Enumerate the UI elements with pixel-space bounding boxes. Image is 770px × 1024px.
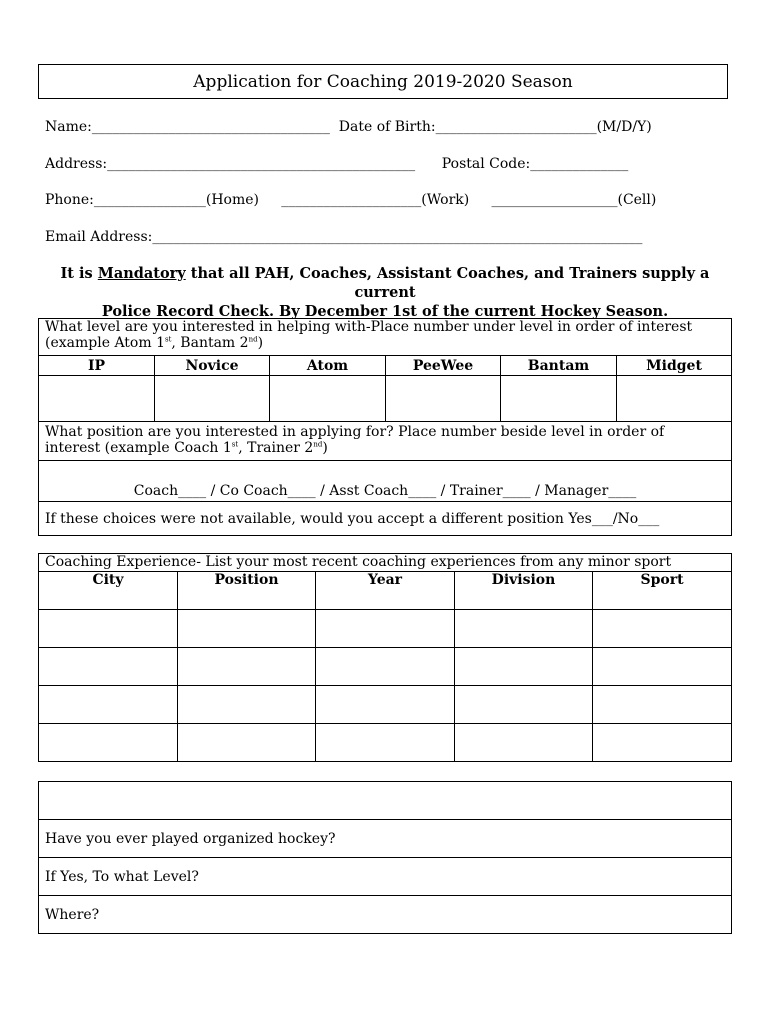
exp-cell[interactable] xyxy=(316,648,455,686)
level-header-peewee: PeeWee xyxy=(386,356,501,376)
exp-cell[interactable] xyxy=(178,648,316,686)
level-table xyxy=(38,318,732,536)
level-header-atom: Atom xyxy=(270,356,386,376)
exp-cell[interactable] xyxy=(39,686,178,724)
position-question xyxy=(39,422,732,461)
exp-cell[interactable] xyxy=(178,686,316,724)
level-header-bantam: Bantam xyxy=(501,356,617,376)
mandatory-word: Mandatory xyxy=(97,265,186,282)
exp-cell[interactable] xyxy=(39,724,178,762)
exp-cell[interactable] xyxy=(455,724,593,762)
exp-cell[interactable] xyxy=(593,724,732,762)
exp-header-city: City xyxy=(39,572,178,610)
exp-cell[interactable] xyxy=(455,610,593,648)
sup-st: st xyxy=(165,335,172,344)
experience-heading: Coaching Experience- List your most recent coaching experiences from any minor sport xyxy=(39,554,732,572)
exp-cell[interactable] xyxy=(593,648,732,686)
level-question-line1: What level are you interested in helping with-Place number under level in order of interest xyxy=(45,319,693,335)
level-question-line2c: ) xyxy=(257,335,264,351)
level-input-peewee[interactable] xyxy=(386,376,501,422)
exp-header-division: Division xyxy=(455,572,593,610)
email-field[interactable]: Email Address:______________________________________________________________________ xyxy=(45,229,643,245)
level-question xyxy=(39,319,732,356)
alternative-position[interactable]: If these choices were not available, would you accept a different position Yes___/No___ xyxy=(39,502,732,536)
positions-line[interactable]: Coach____ / Co Coach____ / Asst Coach____ / Trainer____ / Manager____ xyxy=(39,461,732,502)
exp-cell[interactable] xyxy=(593,686,732,724)
exp-cell[interactable] xyxy=(178,724,316,762)
exp-header-year: Year xyxy=(316,572,455,610)
level-input-ip[interactable] xyxy=(39,376,155,422)
exp-cell[interactable] xyxy=(455,686,593,724)
phone-field[interactable]: Phone:________________(Home) ____________________(Work) __________________(Cell) xyxy=(45,192,657,208)
hockey-spacer-row xyxy=(39,782,732,820)
level-input-midget[interactable] xyxy=(617,376,732,422)
level-question-line2a: (example Atom 1 xyxy=(45,335,165,351)
position-question-line2b: , Trainer 2 xyxy=(238,440,314,456)
exp-cell[interactable] xyxy=(39,648,178,686)
sup-nd: nd xyxy=(248,335,258,344)
position-question-line2a: interest (example Coach 1 xyxy=(45,440,232,456)
level-input-bantam[interactable] xyxy=(501,376,617,422)
level-header-midget: Midget xyxy=(617,356,732,376)
sup-nd-2: nd xyxy=(313,440,323,449)
exp-header-sport: Sport xyxy=(593,572,732,610)
mandatory-notice xyxy=(38,264,732,321)
exp-cell[interactable] xyxy=(178,610,316,648)
level-header-ip: IP xyxy=(39,356,155,376)
experience-table xyxy=(38,553,732,762)
name-dob-field[interactable]: Name:__________________________________ Date of Birth:_______________________(M/D/Y) xyxy=(45,119,652,135)
exp-cell[interactable] xyxy=(593,610,732,648)
exp-header-position: Position xyxy=(178,572,316,610)
level-input-novice[interactable] xyxy=(155,376,270,422)
address-postal-field[interactable]: Address:____________________________________________ Postal Code:______________ xyxy=(45,156,629,172)
hockey-where-question[interactable]: Where? xyxy=(39,896,732,934)
mandatory-line2: Police Record Check. By December 1st of the current Hockey Season. xyxy=(101,303,669,320)
form-title-text: Application for Coaching 2019-2020 Season xyxy=(193,71,573,92)
played-hockey-question[interactable]: Have you ever played organized hockey? xyxy=(39,820,732,858)
level-question-line2b: , Bantam 2 xyxy=(171,335,249,351)
position-question-line1: What position are you interested in applying for? Place number beside level in order of xyxy=(45,424,665,440)
level-header-novice: Novice xyxy=(155,356,270,376)
mandatory-suffix: that all PAH, Coaches, Assistant Coaches, and Trainers supply a current xyxy=(185,265,710,301)
hockey-history-table xyxy=(38,781,732,934)
exp-cell[interactable] xyxy=(316,686,455,724)
level-input-atom[interactable] xyxy=(270,376,386,422)
exp-cell[interactable] xyxy=(316,610,455,648)
exp-cell[interactable] xyxy=(316,724,455,762)
exp-cell[interactable] xyxy=(455,648,593,686)
mandatory-prefix: It is xyxy=(60,265,98,282)
position-question-line2c: ) xyxy=(322,440,328,456)
form-title xyxy=(38,64,728,99)
hockey-level-question[interactable]: If Yes, To what Level? xyxy=(39,858,732,896)
exp-cell[interactable] xyxy=(39,610,178,648)
sup-st-2: st xyxy=(231,440,239,449)
